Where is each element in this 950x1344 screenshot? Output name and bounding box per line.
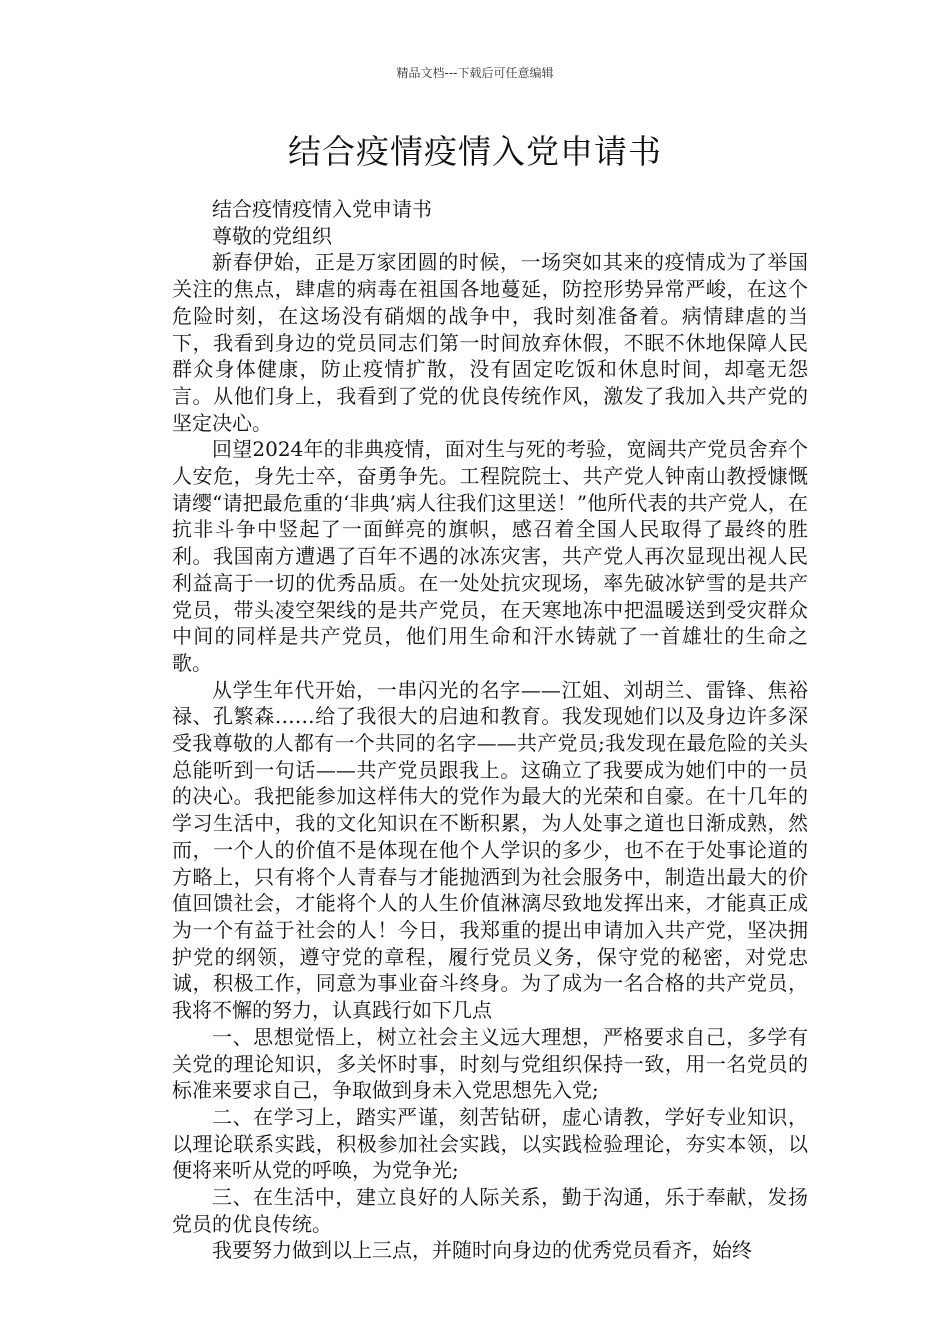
list-item-3: 三、在生活中，建立良好的人际关系，勤于沟通，乐于奉献，发扬党员的优良传统。: [172, 1185, 808, 1236]
list-item-2: 二、在学习上，踏实严谨，刻苦钻研，虚心请教，学好专业知识，以理论联系实践，积极参加社会实践，以实践检验理论，夯实本领，以便将来听从党的呼唤，为党争光;: [172, 1104, 808, 1183]
list-item-1: 一、思想觉悟上，树立社会主义远大理想，严格要求自己，多学有关党的理论知识，多关怀时事，时刻与党组织保持一致，用一名党员的标准来要求自己，争取做到身未入党思想先入党;: [172, 1024, 808, 1103]
body-paragraph: 从学生年代开始，一串闪光的名字——江姐、刘胡兰、雷锋、焦裕禄、孔繁森……给了我很大的启迪和教育。我发现她们以及身边许多深受我尊敬的人都有一个共同的名字——共产党员;我发现在最危险的关头总能听到一句话——共产党员跟我上。这确立了我要成为她们中的一员的决心。我把能参加这样伟大的党作为最大的光荣和自豪。在十几年的学习生活中，我的文化知识在不断积累，为人处事之道也日渐成熟，然而，一个人的价值不是体现在他个人学识的多少，也不在于处事论道的方略上，只有将个人青春与才能抛洒到为社会服务中，制造出最大的价值回馈社会，才能将个人的人生价值淋漓尽致地发挥出来，才能真正成为一个有益于社会的人！今日，我郑重的提出申请加入共产党，坚决拥护党的纲领，遵守党的章程，履行党员义务，保守党的秘密，对党忠诚，积极工作，同意为事业奋斗终身。为了成为一名合格的共产党员，我将不懈的努力，认真践行如下几点: [172, 677, 808, 1023]
subtitle-line: 结合疫情疫情入党申请书: [212, 197, 432, 221]
document-title: 结合疫情疫情入党申请书: [288, 132, 662, 171]
header-note: 精品文档---下载后可任意编辑: [396, 66, 554, 80]
salutation: 尊敬的党组织: [212, 223, 332, 248]
document-body: [172, 196, 808, 1264]
body-paragraph: 回望2024年的非典疫情，面对生与死的考验，宽阔共产党员舍弃个人安危，身先士卒，奋勇争先。工程院院士、共产党人钟南山教授慷慨请缨“请把最危重的‘非典’病人往我们这里送！”他所代表的共产党人，在抗非斗争中竖起了一面鲜亮的旗帜，感召着全国人民取得了最终的胜利。我国南方遭遇了百年不遇的冰冻灾害，共产党人再次显现出视人民利益高于一切的优秀品质。在一处处抗灾现场，率先破冰铲雪的是共产党员，带头凌空架线的是共产党员，在天寒地冻中把温暖送到受灾群众中间的同样是共产党员，他们用生命和汗水铸就了一首雄壮的生命之歌。: [172, 437, 808, 675]
body-paragraph: 我要努力做到以上三点，并随时向身边的优秀党员看齐，始终: [212, 1238, 752, 1263]
body-paragraph: 新春伊始，正是万家团圆的时候，一场突如其来的疫情成为了举国关注的焦点，肆虐的病毒在祖国各地蔓延，防控形势异常严峻，在这个危险时刻，在这场没有硝烟的战争中，我时刻准备着。病情肆虐的当下，我看到身边的党员同志们第一时间放弃休假，不眠不休地保障人民群众身体健康，防止疫情扩散，没有固定吃饭和休息时间，却毫无怨言。从他们身上，我看到了党的优良传统作风，激发了我加入共产党的坚定决心。: [172, 250, 808, 435]
